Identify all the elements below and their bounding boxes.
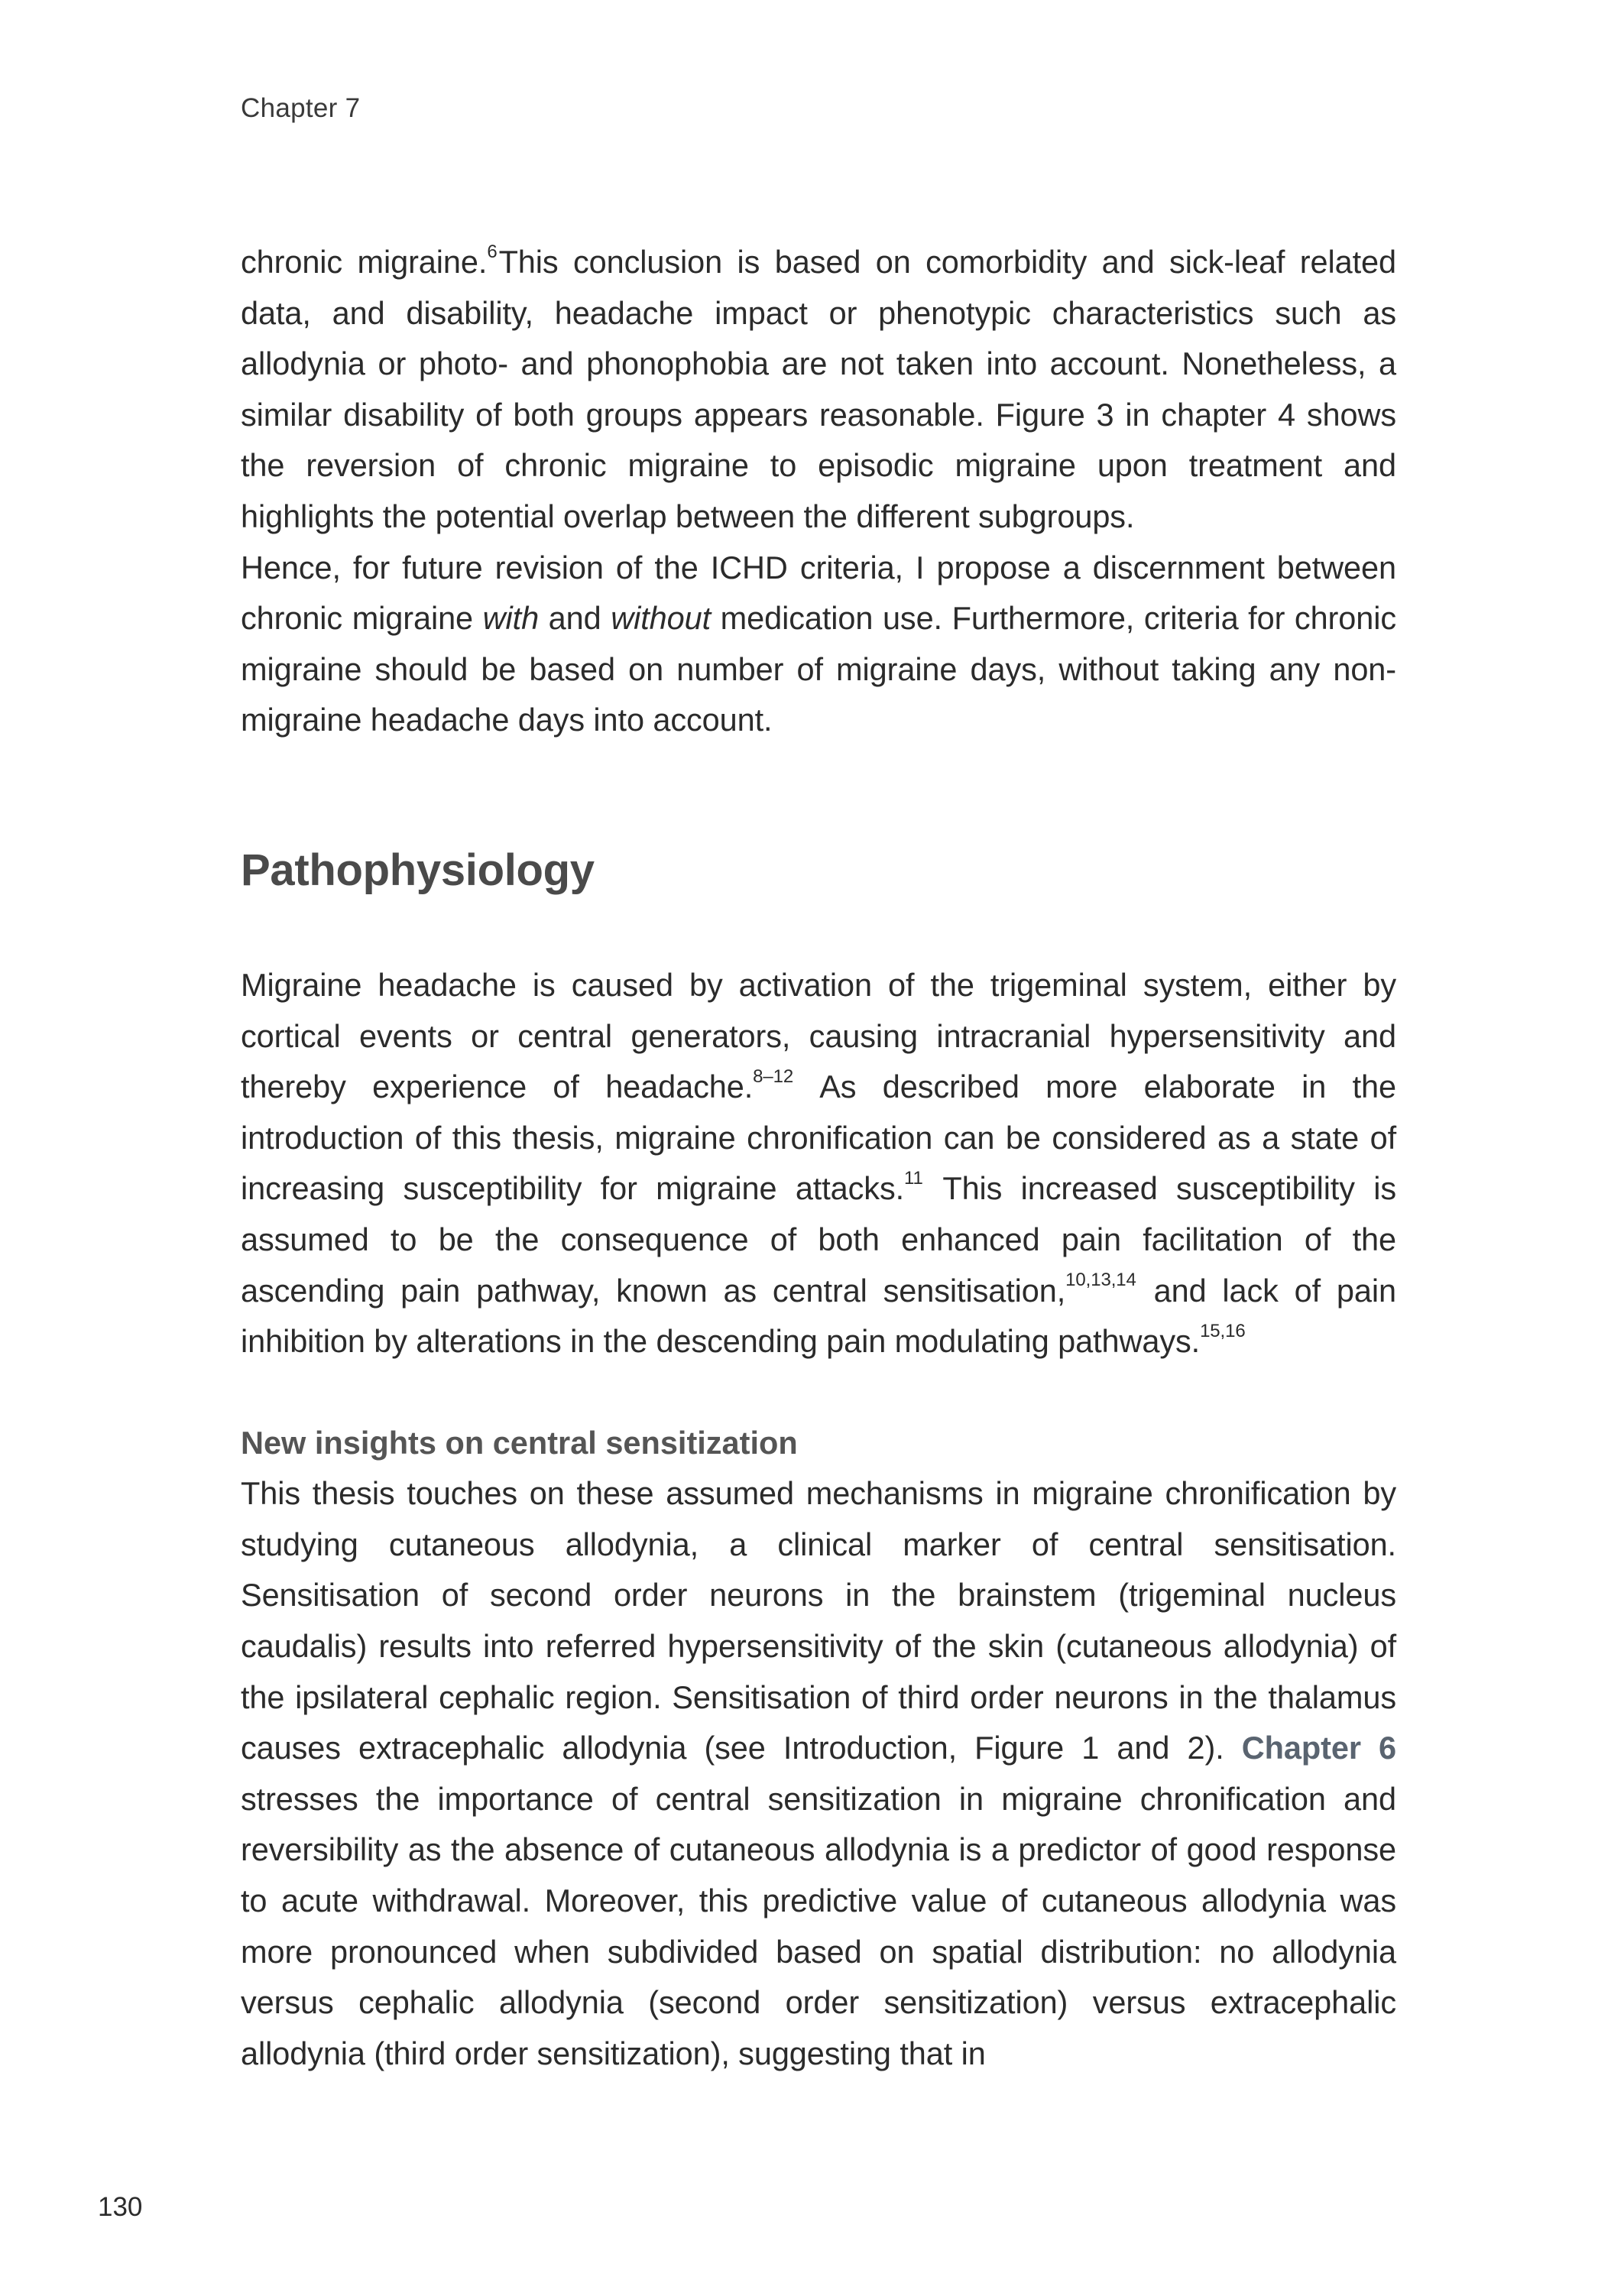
paragraph-cutaneous-allodynia	[241, 1468, 1396, 2079]
paragraph-ichd-proposal	[241, 543, 1396, 746]
para2-text-1: Hence, for future revision of the ICHD criteria, I propose a discernment between chronic migraine	[241, 549, 1396, 637]
citation-superscript: 6	[487, 241, 498, 262]
paragraph-chronic-migraine-disability	[241, 237, 1396, 543]
citation-superscript: 10,13,14	[1065, 1270, 1136, 1291]
para1-text-1: chronic migraine.	[241, 244, 488, 280]
para2-text-3: medication use. Furthermore, criteria for chronic migraine should be based on number of migraine days, without taking any non-migraine headache days into account.	[241, 600, 1396, 738]
citation-superscript: 11	[904, 1167, 923, 1189]
emphasis-with: with	[482, 600, 540, 637]
section-heading-pathophysiology: Pathophysiology	[241, 845, 595, 895]
page-number: 130	[98, 2192, 143, 2222]
running-head: Chapter 7	[241, 93, 361, 123]
citation-superscript: 15,16	[1200, 1320, 1246, 1341]
para3-text-1: Migraine headache is caused by activation of the trigeminal system, either by cortical events or central generators, causing intracranial hypersensitivity and thereby experience of headache.	[241, 966, 1396, 1105]
para3-text-2: As described more elaborate in the introduction of this thesis, migraine chronification can be considered as a state of increasing susceptibility for migraine attacks.	[241, 1069, 1396, 1207]
paragraph-migraine-mechanism	[241, 960, 1396, 1367]
para4-text-1: This thesis touches on these assumed mechanisms in migraine chronification by studying cutaneous allodynia, a clinical marker of central sensitisation. Sensitisation of second order neurons in the brainstem (trigeminal nucleus caudalis) results into referred hypersensitivity of the skin (cutaneous allodynia) of the ipsilateral cephalic region. Sensitisation of third order neurons in the thalamus causes extracephalic allodynia (see Introduction, Figure 1 and 2).	[241, 1475, 1396, 1766]
citation-superscript: 8–12	[753, 1065, 794, 1087]
para3-text-3: This increased susceptibility is assumed to be the consequence of both enhanced pain facilitation of the ascending pain pathway, known as central sensitisation,	[241, 1170, 1396, 1309]
page-body	[241, 237, 1396, 2079]
emphasis-without: without	[611, 600, 712, 637]
para1-text-2: This conclusion is based on comorbidity and sick-leaf related data, and disability, headache impact or phenotypic characteristics such as allodynia or photo- and phonophobia are not taken into account. Nonetheless, a similar disability of both groups appears reasonable. Figure 3 in chapter 4 shows the reversion of chronic migraine to episodic migraine upon treatment and highlights the potential overlap between the different subgroups.	[241, 244, 1396, 534]
chapter-6-reference: Chapter 6	[1241, 1730, 1396, 1766]
para3-text-4: and lack of pain inhibition by alterations in the descending pain modulating pathways.	[241, 1272, 1396, 1360]
para2-text-2: and	[539, 600, 611, 637]
para4-text-2: stresses the importance of central sensitization in migraine chronification and reversibility as the absence of cutaneous allodynia is a predictor of good response to acute withdrawal. Moreover, this predictive value of cutaneous allodynia was more pronounced when subdivided based on spatial distribution: no allodynia versus cephalic allodynia (second order sensitization) versus extracephalic allodynia (third order sensitization), suggesting that in	[241, 1780, 1396, 2071]
subsection-heading-central-sensitization: New insights on central sensitization	[241, 1424, 798, 1461]
